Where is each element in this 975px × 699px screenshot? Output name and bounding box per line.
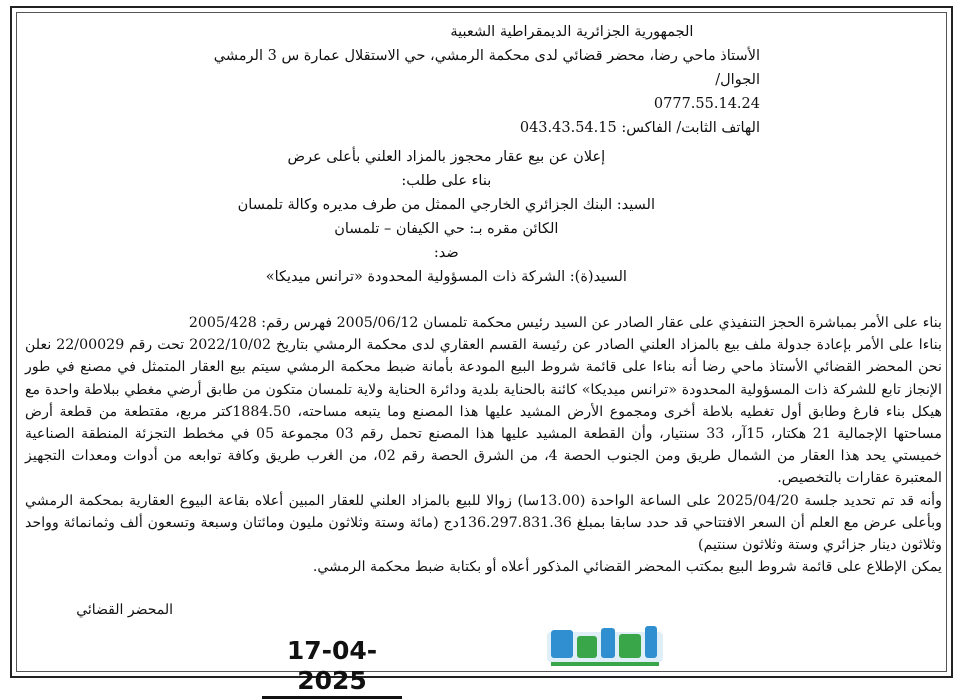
against-label: ضد:: [433, 245, 459, 261]
mobile-number-line: [214, 92, 760, 116]
signer-title: المحضر القضائي: [76, 602, 173, 618]
mobile-line: [214, 68, 760, 92]
bailiff-line: الأستاذ ماحي رضا، محضر قضائي لدى محكمة الرمشي، حي الاستقلال عمارة س 3 الرمشي: [213, 48, 760, 64]
newspaper-logo: [545, 622, 665, 670]
newspaper-logo-icon: [545, 622, 665, 670]
letterhead: [214, 20, 760, 140]
publication-date: 17-04-2025: [262, 636, 402, 699]
phone-label: الهاتف الثابت/ الفاكس:: [621, 120, 760, 136]
plaintiff-line: السيد: البنك الجزائري الخارجي الممثل من طرف مديره وكالة تلمسان: [237, 197, 655, 213]
body-paragraph: بناء على الأمر بمباشرة الحجز التنفيذي على عقار الصادر عن السيد رئيس محكمة تلمسان 2005/06/12 فهرس رقم: 2005/428: [188, 315, 942, 331]
phone-line: [214, 116, 760, 140]
on-request-label: بناء على طلب:: [401, 173, 492, 189]
notice-title: إعلان عن بيع عقار محجوز بالمزاد العلني بأعلى عرض: [287, 149, 606, 165]
mobile-label: الجوال/: [715, 72, 760, 88]
body-paragraph: وأنه قد تم تحديد جلسة 2025/04/20 على الساعة الواحدة (13.00سا) زوالا للبيع بالمزاد العلني للعقار المبين أعلاه بقاعة البيوع العقارية بمحكمة الرمشي وبأعلى عرض مع العلم أن السعر الافتتاحي قد حدد سابقا بمبلغ 136.297.831.36دج (مائة وستة وثلاثون مليون ومائتان وسبعة وتسعون ألف وثمانمائة وواحد وثلاثون دينار جزائري وستة وثلاثون سنتيم): [25, 492, 943, 554]
body-paragraph: بناءا على الأمر بإعادة جدولة ملف بيع بالمزاد العلني الصادر عن رئيسة القسم العقاري لدى محكمة الرمشي بتاريخ 2022/10/02 تحت رقم 22/00029 نعلن نحن المحضر القضائي الأستاذ ماحي رضا أنه بناءا على قائمة شروط البيع المودعة بأمانة ضبط محكمة الرمشي سيتم بيع العقار المتمثل في مصنع في طور الإنجاز تابع للشركة ذات المسؤولية المحدودة «ترانس ميديكا» كائنة بالحناية بلدية ودائرة الحناية ولاية تلمسان متكون من طابق أرضي مغطي ببلاطة واحدة مع هيكل بناء فارغ وطابق أول تغطيه بلاطة أخرى ومجموع الأرض المشيد عليها هذا المصنع وما يتبعه مساحته، 1884.50كتر مربع، مقتطعة من قطعة أرض مساحتها الإجمالية 21 هكتار، 15آر، 33 سنتيار، وأن القطعة المشيد عليها هذا المصنع تحمل رقم 03 مجموعة 05 في مخطط التجزئة المنطقة الصناعية خميستي يحد هذا العقار من الشمال طريق ومن الجنوب الحصة 4، من الشرق الحصة رقم 02، من الغرب طريق وكافة توابعه من أدوات ومعدات التجهيز المعتبرة عقارات بالتخصيص.: [25, 337, 943, 487]
sale-notice-header: [238, 145, 655, 289]
republic-line: الجمهورية الجزائرية الديمقراطية الشعبية: [450, 24, 694, 40]
phone-number: 043.43.54.15: [519, 120, 617, 136]
body-paragraph: يمكن الإطلاع على قائمة شروط البيع بمكتب المحضر القضائي المذكور أعلاه أو بكتابة ضبط محكمة الرمشي.: [312, 559, 942, 576]
mobile-number: 0777.55.14.24: [653, 96, 760, 112]
defendant-line: السيد(ة): الشركة ذات المسؤولية المحدودة «ترانس ميديكا»: [265, 269, 627, 285]
notice-body: [25, 312, 942, 578]
plaintiff-address: الكائن مقره بـ: حي الكيفان – تلمسان: [334, 221, 559, 237]
